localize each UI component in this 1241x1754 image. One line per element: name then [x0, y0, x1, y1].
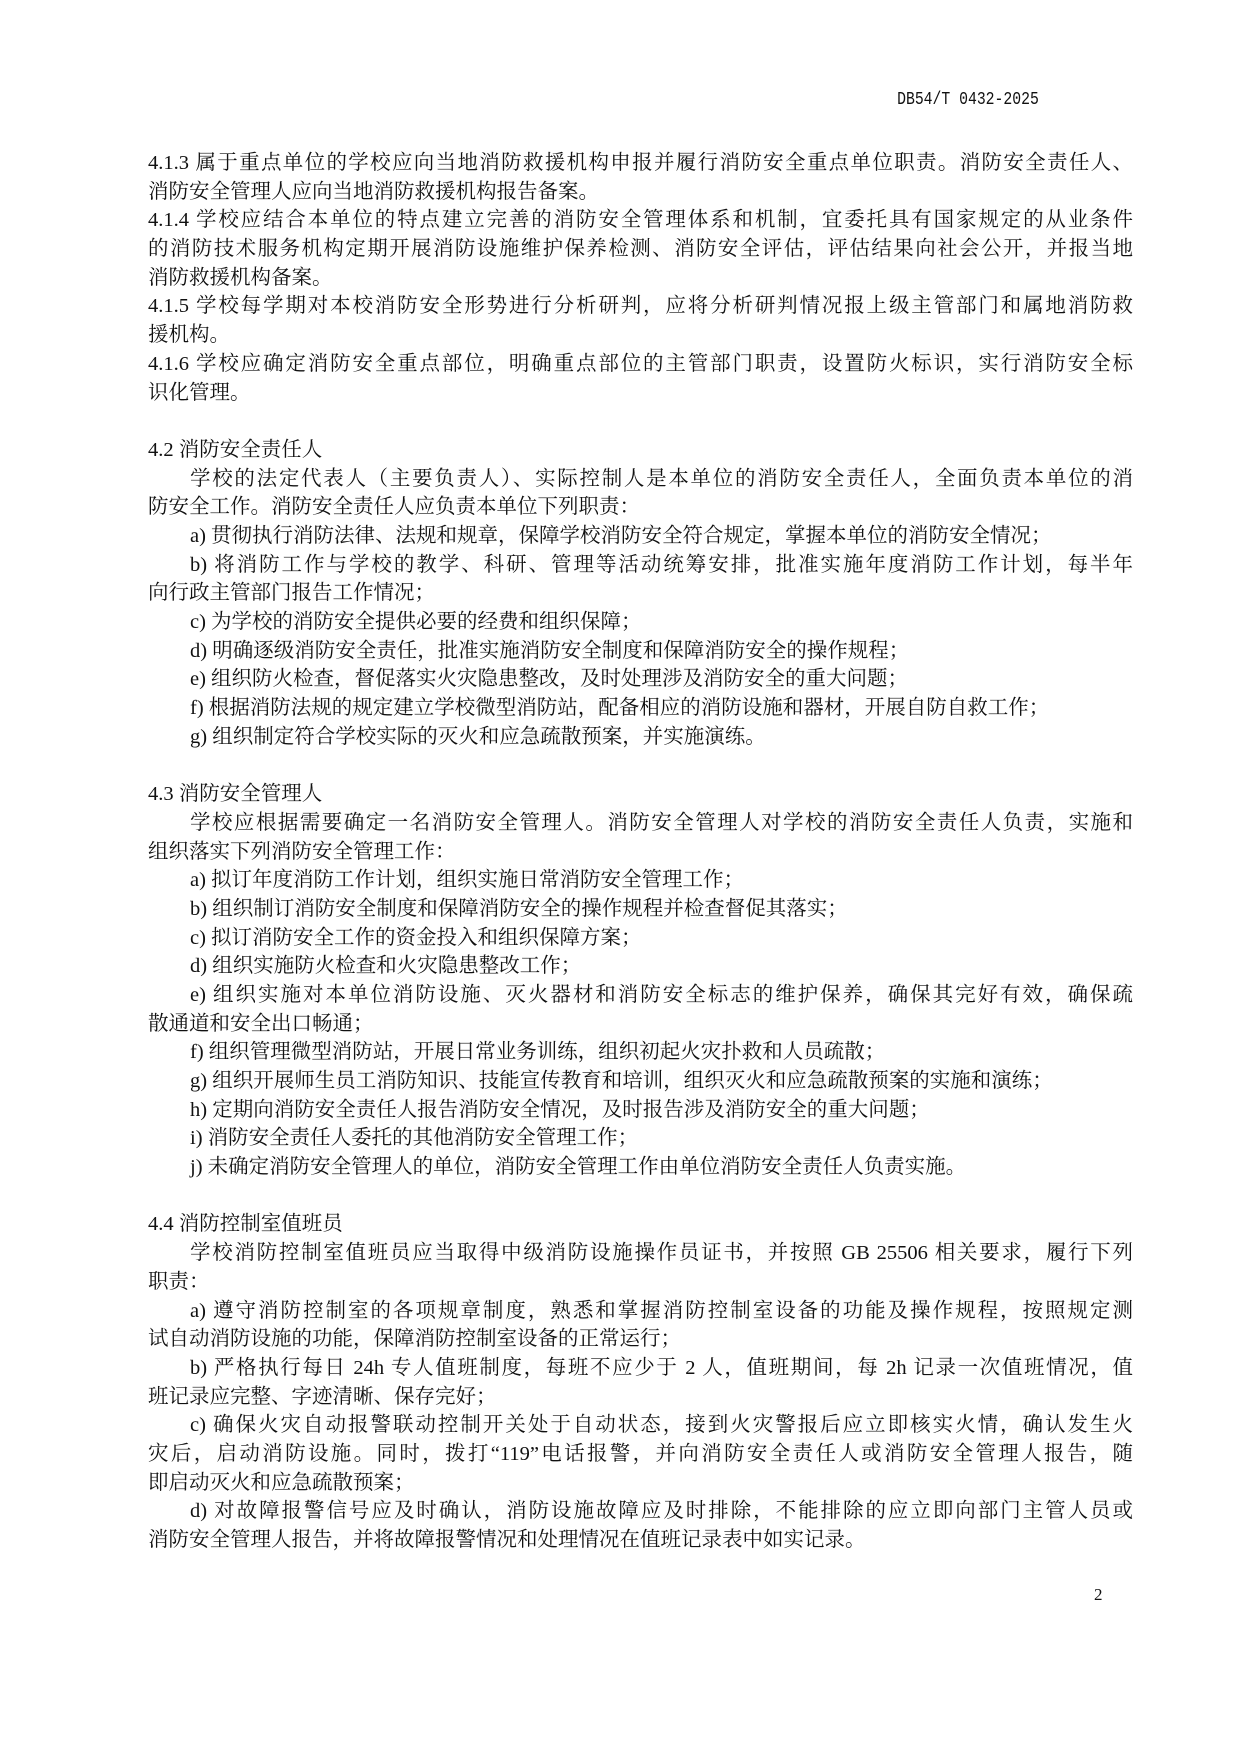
paragraph	[148, 981, 1133, 1038]
text-line: a) 拟订年度消防工作计划，组织实施日常消防安全管理工作；	[190, 869, 745, 892]
paragraph	[148, 292, 1133, 349]
paragraph	[148, 637, 1133, 666]
text-line: 班记录应完整、字迹清晰、保存完好；	[148, 1385, 497, 1408]
paragraph	[148, 1411, 1133, 1497]
paragraph	[148, 1153, 1133, 1182]
text-line: 4.1.6 学校应确定消防安全重点部位，明确重点部位的主管部门职责，设置防火标识，实行消防安全标	[148, 352, 1133, 375]
paragraph	[148, 1124, 1133, 1153]
text-line: 学校消防控制室值班员应当取得中级消防设施操作员证书，并按照 GB 25506 相关要求，履行下列	[190, 1242, 1133, 1265]
text-line: 援机构。	[148, 324, 230, 347]
text-line: g) 组织制定符合学校实际的灭火和应急疏散预案，并实施演练。	[190, 725, 766, 748]
paragraph	[148, 522, 1133, 551]
text-line: c) 拟订消防安全工作的资金投入和组织保障方案；	[190, 926, 642, 949]
text-line: 试自动消防设施的功能，保障消防控制室设备的正常运行；	[148, 1328, 681, 1351]
text-line: g) 组织开展师生员工消防知识、技能宣传教育和培训，组织灭火和应急疏散预案的实施和演练；	[190, 1070, 1053, 1092]
paragraph	[148, 608, 1133, 637]
text-line: 散通道和安全出口畅通；	[148, 1012, 374, 1035]
paragraph	[148, 149, 1133, 206]
text-line: d) 明确逐级消防安全责任，批准实施消防安全制度和保障消防安全的操作规程；	[190, 639, 910, 662]
text-line: 学校应根据需要确定一名消防安全管理人。消防安全管理人对学校的消防安全责任人负责，实施和	[190, 811, 1133, 834]
text-line: 4.1.4 学校应结合本单位的特点建立完善的消防安全管理体系和机制，宜委托具有国家规定的从业条件	[148, 209, 1133, 232]
paragraph	[148, 665, 1133, 694]
section-heading	[148, 436, 1133, 465]
paragraph	[148, 551, 1133, 608]
document-code-header: DB54/T 0432-2025	[897, 90, 1039, 110]
text-line: c) 为学校的消防安全提供必要的经费和组织保障；	[190, 611, 642, 633]
paragraph	[148, 809, 1133, 866]
text-line: b) 组织制订消防安全制度和保障消防安全的操作规程并检查督促其落实；	[190, 897, 848, 920]
text-line: 识化管理。	[148, 381, 251, 404]
section-heading	[148, 1210, 1133, 1239]
text-line: j) 未确定消防安全管理人的单位，消防安全管理工作由单位消防安全责任人负责实施。	[190, 1156, 967, 1179]
text-line: b) 将消防工作与学校的教学、科研、管理等活动统筹安排，批准实施年度消防工作计划，每半年	[190, 553, 1133, 576]
section-spacer	[148, 751, 1133, 780]
paragraph	[148, 924, 1133, 953]
text-line: 消防安全管理人报告，并将故障报警情况和处理情况在值班记录表中如实记录。	[148, 1529, 866, 1551]
paragraph	[148, 1354, 1133, 1411]
text-line: a) 贯彻执行消防法律、法规和规章，保障学校消防安全符合规定，掌握本单位的消防安全情况；	[190, 524, 1052, 547]
paragraph	[148, 866, 1133, 895]
text-line: e) 组织实施对本单位消防设施、灭火器材和消防安全标志的维护保养，确保其完好有效，确保疏	[190, 983, 1133, 1006]
text-line: 即启动灭火和应急疏散预案；	[148, 1471, 415, 1494]
paragraph	[148, 952, 1133, 981]
text-line: e) 组织防火检查，督促落实火灾隐患整改，及时处理涉及消防安全的重大问题；	[190, 668, 909, 691]
text-line: 灾后，启动消防设施。同时，拨打“119”电话报警，并向消防安全责任人或消防安全管理人报告，随	[148, 1442, 1133, 1465]
text-line: 4.1.3 属于重点单位的学校应向当地消防救援机构申报并履行消防安全重点单位职责。消防安全责任人、	[148, 152, 1133, 174]
text-line: 的消防技术服务机构定期开展消防设施维护保养检测、消防安全评估，评估结果向社会公开，并报当地	[148, 238, 1133, 261]
text-line: h) 定期向消防安全责任人报告消防安全情况，及时报告涉及消防安全的重大问题；	[190, 1098, 930, 1121]
text-line: c) 确保火灾自动报警联动控制开关处于自动状态，接到火灾警报后应立即核实火情，确认发生火	[190, 1414, 1133, 1437]
paragraph	[148, 1067, 1133, 1096]
text-line: 学校的法定代表人（主要负责人）、实际控制人是本单位的消防安全责任人，全面负责本单位的消	[190, 467, 1133, 490]
text-line: f) 组织管理微型消防站，开展日常业务训练，组织初起火灾扑救和人员疏散；	[190, 1041, 886, 1064]
paragraph	[148, 465, 1133, 522]
heading-text: 4.4 消防控制室值班员	[148, 1213, 343, 1236]
heading-text: 4.2 消防安全责任人	[148, 438, 323, 461]
paragraph	[148, 694, 1133, 723]
paragraph	[148, 1096, 1133, 1125]
paragraph	[148, 1239, 1133, 1296]
section-heading	[148, 780, 1133, 809]
text-line: 组织落实下列消防安全管理工作：	[148, 840, 456, 863]
paragraph	[148, 206, 1133, 292]
paragraph	[148, 723, 1133, 752]
text-line: i) 消防安全责任人委托的其他消防安全管理工作；	[190, 1127, 639, 1150]
text-line: 职责：	[148, 1270, 210, 1293]
text-line: 消防安全管理人应向当地消防救援机构报告备案。	[148, 180, 599, 203]
text-line: a) 遵守消防控制室的各项规章制度，熟悉和掌握消防控制室设备的功能及操作规程，按照规定测	[190, 1299, 1133, 1322]
section-spacer	[148, 1182, 1133, 1211]
paragraph	[148, 1497, 1133, 1554]
text-line: b) 严格执行每日 24h 专人值班制度，每班不应少于 2 人，值班期间，每 2h 记录一次值班情况，值	[190, 1356, 1133, 1379]
text-line: d) 对故障报警信号应及时确认，消防设施故障应及时排除，不能排除的应立即向部门主管人员或	[190, 1500, 1133, 1523]
text-line: 向行政主管部门报告工作情况；	[148, 582, 435, 605]
paragraph	[148, 1038, 1133, 1067]
paragraph	[148, 895, 1133, 924]
text-line: 防安全工作。消防安全责任人应负责本单位下列职责：	[148, 496, 640, 519]
paragraph	[148, 1297, 1133, 1354]
heading-text: 4.3 消防安全管理人	[148, 783, 323, 806]
text-line: d) 组织实施防火检查和火灾隐患整改工作；	[190, 955, 582, 978]
document-body	[148, 149, 1133, 1555]
text-line: 4.1.5 学校每学期对本校消防安全形势进行分析研判，应将分析研判情况报上级主管部门和属地消防救	[148, 295, 1133, 318]
section-spacer	[148, 407, 1133, 436]
text-line: 消防救援机构备案。	[148, 266, 333, 289]
page-number: 2	[1094, 1585, 1103, 1604]
paragraph	[148, 350, 1133, 407]
text-line: f) 根据消防法规的规定建立学校微型消防站，配备相应的消防设施和器材，开展自防自救工作；	[190, 697, 1050, 720]
